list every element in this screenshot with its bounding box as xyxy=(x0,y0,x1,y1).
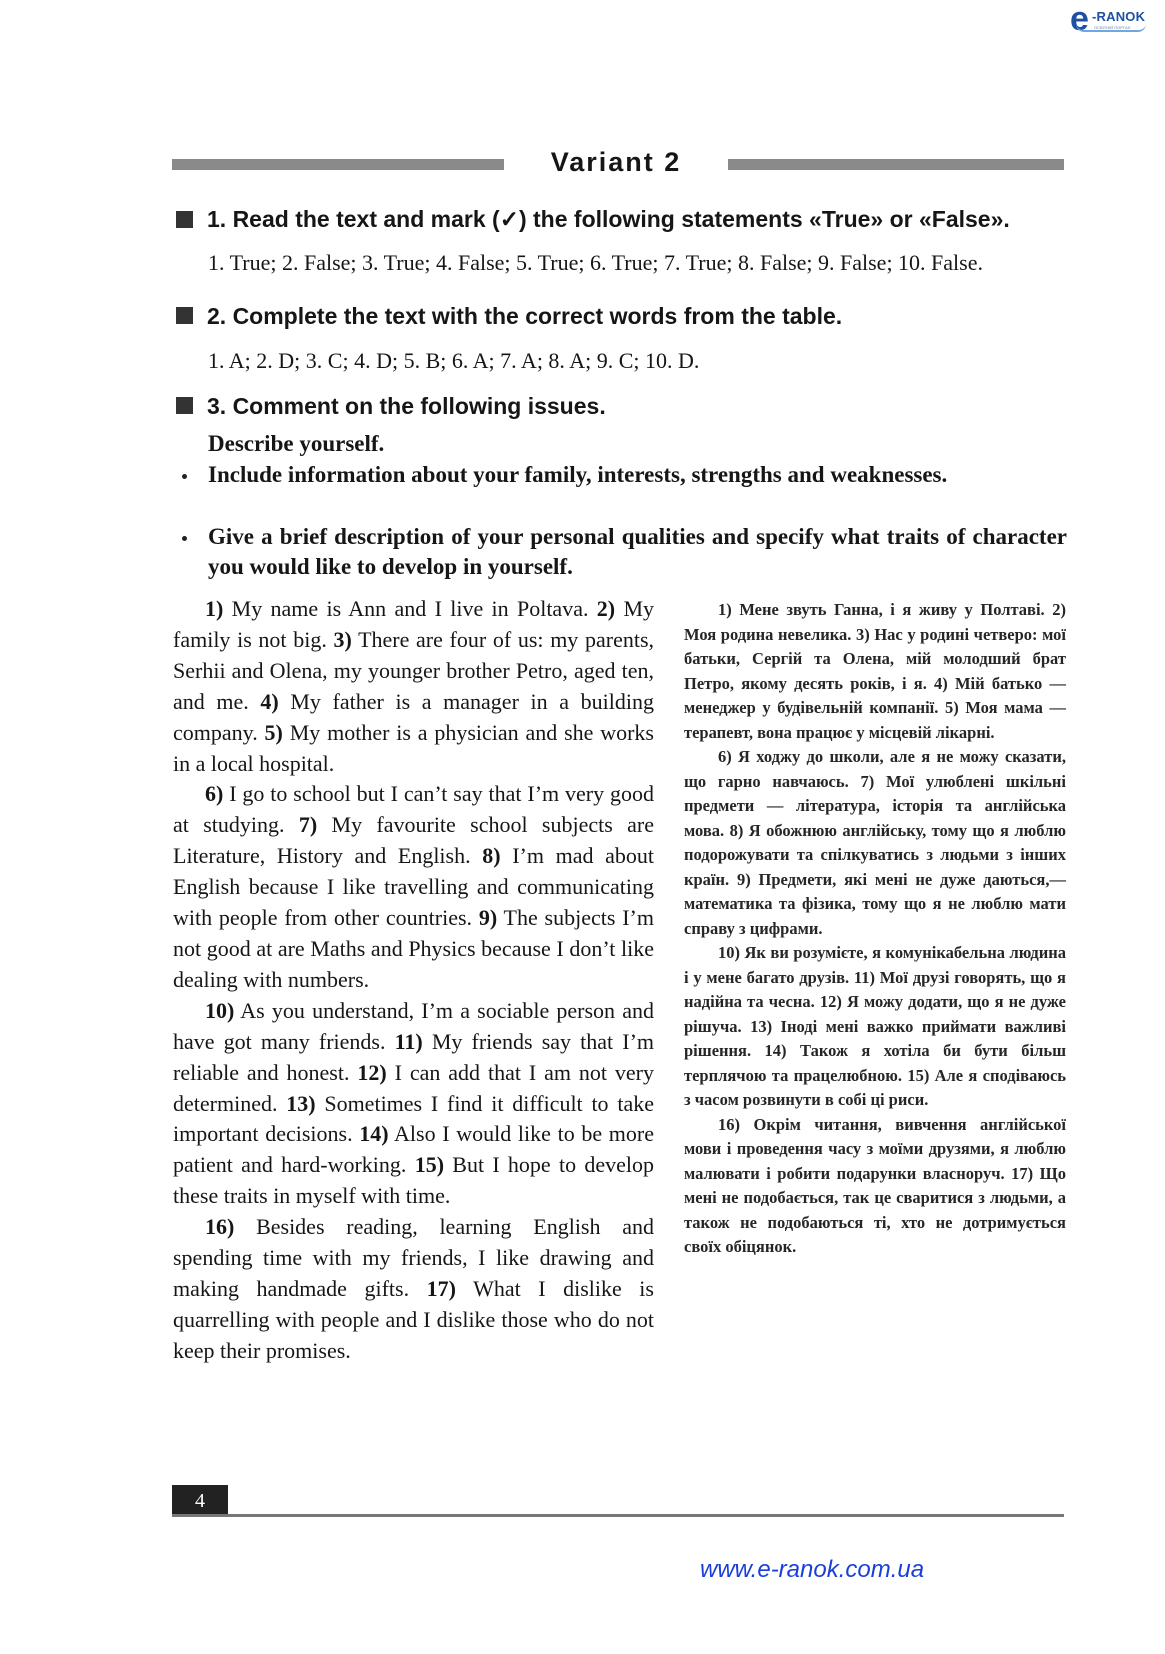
sentence-number: 8) xyxy=(482,843,501,869)
variant-header xyxy=(172,144,1064,180)
sentence-number: 4) xyxy=(934,673,948,693)
website-link[interactable]: www.e-ranok.com.ua xyxy=(700,1556,925,1583)
ukrainian-paragraph xyxy=(684,941,1066,1113)
sentence-text: What I dislike is quarrelling with people and I dislike those who do not keep their promises. xyxy=(173,1275,654,1363)
sentence-number: 17) xyxy=(1011,1163,1034,1183)
sentence-number: 6) xyxy=(718,747,732,766)
header-bar-right xyxy=(728,159,1064,170)
sentence-text: I go to school but I can’t say that I’m very good at studying. xyxy=(173,781,654,838)
sentence-number: 5) xyxy=(944,698,959,717)
bullet-dot-icon xyxy=(182,474,187,479)
sentence-text: My name is Ann and I live in Poltava. xyxy=(223,596,597,621)
sentence-text: Мене звуть Ганна, і я живу у Полтаві. xyxy=(731,600,1053,619)
sentence-number: 12) xyxy=(819,992,842,1011)
sentence-number: 12) xyxy=(357,1059,387,1085)
sentence-text: The subjects I’m not good at are Maths and Physics because I don’t like dealing with numbers. xyxy=(173,905,654,992)
sentence-number: 15) xyxy=(907,1065,930,1085)
sentence-number: 17) xyxy=(426,1275,456,1301)
sentence-text: Нас у родині четверо: мої батьки, Сергій та Олена, мій молодший брат Петро, якому десять років, і я. xyxy=(684,624,1066,693)
sentence-text: Мої друзі говорять, що я надійна та чесна. xyxy=(684,967,1066,1011)
sentence-text: Предмети, які мені не дуже даються,— математика та фізика, тому що я не люблю мати справу з цифрами. xyxy=(684,869,1066,938)
sentence-number: 11) xyxy=(394,1028,423,1054)
sentence-number: 10) xyxy=(718,943,740,962)
footer-rule xyxy=(172,1514,1064,1517)
sentence-number: 8) xyxy=(729,820,744,840)
sentence-text: Я можу додати, що я не дуже рішуча. xyxy=(684,992,1066,1036)
task-square-icon xyxy=(176,211,193,228)
sentence-text: Але я сподіваюсь з часом розвинути в собі ці риси. xyxy=(684,1065,1067,1109)
task-2-answers: 1. A; 2. D; 3. C; 4. D; 5. B; 6. A; 7. A; 8. A; 9. C; 10. D. xyxy=(208,348,700,373)
sentence-text: Іноді мені важко приймати важливі рішення. xyxy=(684,1016,1067,1060)
logo-brand: -RANOK xyxy=(1092,9,1146,24)
variant-title: Variant 2 xyxy=(550,147,682,177)
sentence-text: Я обожнюю англійську, тому що я люблю подорожувати та спілкуватись з людьми з інших країн. xyxy=(684,820,1066,889)
ukrainian-paragraph xyxy=(684,598,1066,745)
sentence-number: 13) xyxy=(286,1090,316,1116)
sentence-number: 7) xyxy=(298,812,318,838)
sentence-text: I can add that I am not very determined. xyxy=(173,1059,654,1116)
ukrainian-paragraph xyxy=(684,745,1066,941)
sentence-text: Я ходжу до школи, але я не можу сказати, що гарно навчаюсь. xyxy=(684,747,1066,791)
sentence-text: Окрім читання, вивчення англійської мови і проведення часу з моїми друзями, я люблю малювати і робити подарунки власноруч. xyxy=(684,1114,1066,1183)
logo-letter: e xyxy=(1070,0,1089,38)
sentence-text: As you understand, I’m a sociable person and have got many friends. xyxy=(173,997,654,1054)
sentence-number: 1) xyxy=(718,600,732,619)
bullet-dot-icon xyxy=(182,536,187,541)
sentence-text: But I hope to develop these traits in myself with time. xyxy=(173,1152,654,1209)
sentence-text: Що мені не подобається, так це сваритися з людьми, а також не подобаються ті, хто не дотримується своїх обіцянок. xyxy=(684,1163,1067,1256)
task-2-title: 2. Complete the text with the correct words from the table. xyxy=(207,303,843,329)
task-square-icon xyxy=(176,397,193,414)
header-bar-left xyxy=(172,159,504,170)
sentence-text: Also I would like to be more patient and hard-working. xyxy=(173,1121,655,1178)
sentence-number: 16) xyxy=(718,1114,740,1134)
sentence-text: My family is not big. xyxy=(173,596,655,652)
sentence-text: Sometimes I find it difficult to take important decisions. xyxy=(173,1090,654,1147)
sentence-text: Мій батько — менеджер у будівельній компанії. xyxy=(684,673,1066,717)
sentence-number: 9) xyxy=(478,905,498,931)
sentence-number: 14) xyxy=(359,1121,389,1147)
ukrainian-paragraph xyxy=(684,1113,1066,1260)
english-paragraph xyxy=(173,594,654,779)
task-square-icon xyxy=(176,307,193,324)
sentence-text: I’m mad about English because I like travelling and communicating with people from other countries. xyxy=(173,843,654,931)
sentence-number: 3) xyxy=(333,626,352,652)
bullet-text: Give a brief description of your personal qualities and specify what traits of character you would like to develop in yourself. xyxy=(208,524,1067,579)
sentence-number: 1) xyxy=(205,596,224,621)
task-3-prompt: Describe yourself. xyxy=(208,431,385,456)
sentence-number: 11) xyxy=(853,967,875,987)
english-text-column xyxy=(173,594,654,1367)
e-ranok-logo xyxy=(1070,2,1160,36)
sentence-number: 5) xyxy=(264,719,283,745)
sentence-text: Як ви розумієте, я комунікабельна людина і у мене багато друзів. xyxy=(684,943,1066,987)
sentence-text: My mother is a physician and she works in a local hospital. xyxy=(173,719,654,776)
sentence-number: 2) xyxy=(596,596,616,621)
sentence-number: 7) xyxy=(860,771,875,791)
sentence-text: My favourite school subjects are Literature, History and English. xyxy=(173,812,654,869)
sentence-number: 15) xyxy=(414,1152,445,1178)
sentence-text: My father is a manager in a building company. xyxy=(173,688,654,745)
sentence-number: 6) xyxy=(205,781,224,807)
sentence-text: Моя мама — терапевт, вона працює у місцевій лікарні. xyxy=(684,698,1066,742)
english-paragraph xyxy=(173,779,654,995)
page-number: 4 xyxy=(172,1485,228,1517)
sentence-number: 10) xyxy=(205,997,235,1023)
sentence-number: 13) xyxy=(750,1016,773,1036)
english-paragraph xyxy=(173,1212,654,1367)
sentence-number: 9) xyxy=(736,869,751,889)
sentence-text: Також я хотіла би бути більш терплячою та працелюбною. xyxy=(684,1041,1066,1085)
task-3-title: 3. Comment on the following issues. xyxy=(207,393,606,419)
sentence-number: 4) xyxy=(260,688,279,714)
sentence-number: 14) xyxy=(764,1041,787,1060)
sentence-text: Besides reading, learning English and spending time with my friends, I like drawing and making handmade gifts. xyxy=(173,1214,654,1301)
sentence-text: There are four of us: my parents, Serhii and Olena, my younger brother Petro, aged ten, and me. xyxy=(173,626,655,714)
sentence-number: 16) xyxy=(205,1214,235,1240)
sentence-text: Мої улюблені шкільні предмети — література, історія та англійська мова. xyxy=(684,771,1066,840)
bullet-text: Include information about your family, interests, strengths and weaknesses. xyxy=(208,462,948,487)
english-paragraph xyxy=(173,996,654,1212)
task-1-answers: 1. True; 2. False; 3. True; 4. False; 5. True; 6. True; 7. True; 8. False; 9. False; 10. False. xyxy=(208,250,983,275)
sentence-text: Моя родина невелика. xyxy=(684,624,856,644)
logo-tagline: ОСВІТНІЙ ПОРТАЛ xyxy=(1094,25,1131,30)
sentence-text: My friends say that I’m reliable and honest. xyxy=(173,1028,655,1085)
sentence-number: 2) xyxy=(1052,600,1066,619)
task-1-title: 1. Read the text and mark (✓) the following statements «True» or «False». xyxy=(207,206,1010,232)
ukrainian-text-column xyxy=(684,598,1066,1260)
sentence-number: 3) xyxy=(856,624,870,644)
